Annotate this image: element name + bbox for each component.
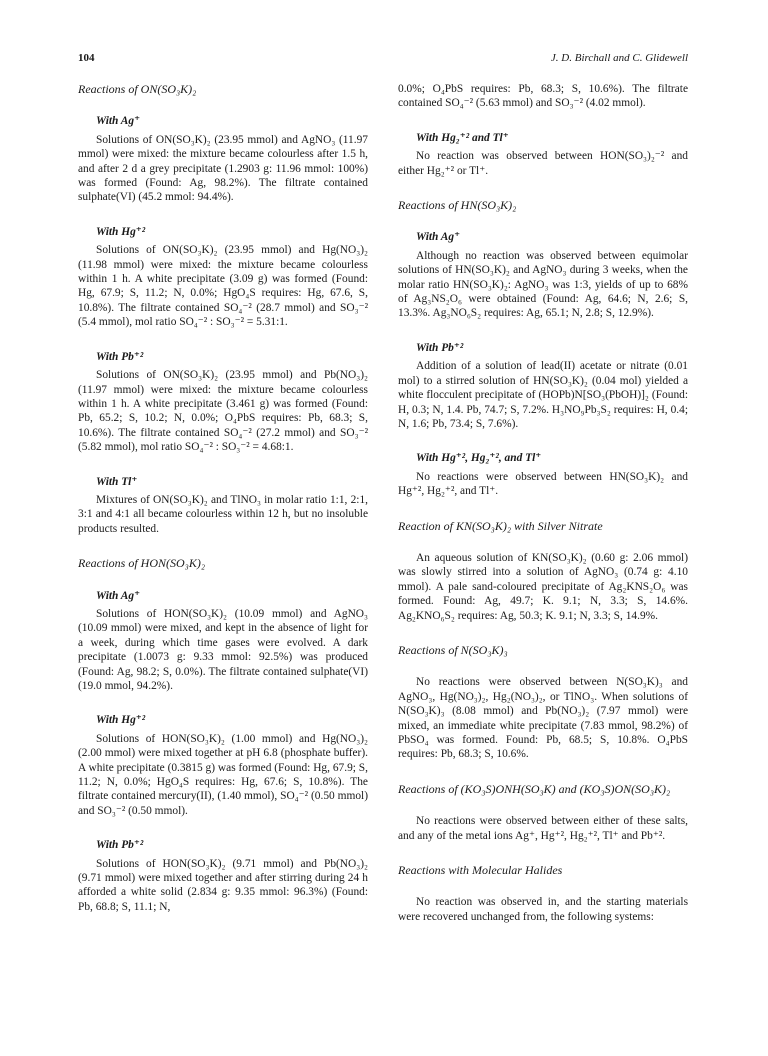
subsection-heading: With Hg⁺²: [96, 714, 146, 727]
paragraph: No reaction was observed in, and the starting materials were recovered unchanged from, the following systems:: [398, 896, 688, 923]
left-column: [78, 82, 368, 934]
subsection: [78, 350, 368, 455]
page-number: 104: [78, 52, 95, 64]
subsection: [398, 131, 688, 178]
paragraph: An aqueous solution of KN(SO₃K)₂ (0.60 g: 2.06 mmol) was slowly stirred into a solution of AgNO₃ (0.74 g: 4.10 mmol). A pale sand-coloured precipitate of Ag₂KNS₂O₆ was formed. Found: Ag, 49.7; K. 9.1; N, 3.3; S, 14.6%. Ag₂KNO₆S₂ requires: Ag, 50.3; K. 9.1; N, 3.3; S, 14.9%.: [398, 551, 688, 622]
subsection-heading: With Ag⁺: [96, 589, 141, 602]
paragraph: No reactions were observed between either of these salts, and any of the metal ions Ag⁺, Hg⁺², Hg₂⁺², Tl⁺ and Pb⁺².: [398, 815, 688, 842]
paragraph: 0.0%; O₄PbS requires: Pb, 68.3; S, 10.6%). The filtrate contained SO₄⁻² (5.63 mmol) and SO₃⁻² (4.02 mmol).: [398, 83, 688, 110]
paragraph: Solutions of ON(SO₃K)₂ (23.95 mmol) and Pb(NO₃)₂ (11.97 mmol) were mixed: the mixture became colourless within 1 h. A white precipitate (3.461 g) was formed (Found: Pb, 65.2; S, 10.2; N, 0.0%; O₄PbS requires: Pb, 68.3; S, 10.6%). The filtrate contained SO₄⁻² (27.2 mmol) and SO₃⁻² (5.82 mmol), mol ratio SO₄⁻² : SO₃⁻² = 4.68:1.: [78, 369, 368, 454]
paragraph: Solutions of ON(SO₃K)₂ (23.95 mmol) and AgNO₃ (11.97 mmol) were mixed: the mixture became colourless after 1.5 h, and after 2 d a grey precipitate (1.2903 g: 11.96 mmol: 100%) was formed (Found: Ag, 98.2%). The filtrate contained sulphate(VI) (45.2 mmol: 94.4%).: [78, 133, 368, 204]
subsection-heading: With Ag⁺: [416, 231, 461, 244]
subsection: [78, 475, 368, 537]
subsection-heading: With Hg⁺², Hg₂⁺², and Tl⁺: [416, 452, 542, 465]
text-block: [398, 551, 688, 623]
paragraph: Although no reaction was observed between equimolar solutions of HN(SO₃K)₂ and AgNO₃ during 3 weeks, when the molar ratio HN(SO₃K)₂: AgNO₃ was 1:3, yields of up to 68% of Ag₃NS₂O₆ were obtained (Found: Ag, 64.6; N, 2.6; S, 13.3%. Ag₃NO₆S₂ requires: Ag, 65.1; N, 2.8; S, 12.9%).: [398, 249, 688, 320]
subsection-heading: With Pb⁺²: [416, 341, 464, 354]
text-block: [398, 675, 688, 761]
subsection-heading: With Pb⁺²: [96, 839, 144, 852]
subsection-heading: With Tl⁺: [96, 475, 138, 488]
paragraph: No reactions were observed between N(SO₃K)₃ and AgNO₃, Hg(NO₃)₂, Hg₂(NO₃)₂, or TlNO₃. When solutions of N(SO₃K)₃ (8.08 mmol) and Pb(NO₃)₂ (7.97 mmol) were mixed, an immediate white precipitate (7.83 mmol, 98.2%) of PbSO₄ was formed. Found: Pb, 68.5; S, 10.8%. O₄PbS requires: Pb, 68.3; S, 10.6%.: [398, 676, 688, 761]
section-heading: Reactions of (KO₃S)ONH(SO₃K) and (KO₃S)ON(SO₃K)₂: [398, 781, 671, 796]
section-heading: Reactions of HON(SO₃K)₂: [78, 556, 205, 571]
text-block: [398, 814, 688, 843]
paragraph: No reaction was observed between HON(SO₃)₂⁻² and either Hg₂⁺² or Tl⁺.: [398, 150, 688, 177]
subsection-heading: With Ag⁺: [96, 115, 141, 128]
paragraph: Addition of a solution of lead(II) acetate or nitrate (0.01 mol) to a stirred solution of HN(SO₃K)₂ (0.04 mol) yielded a white flocculent precipitate of (HOPb)N[SO₃(PbOH)]₂ (Found: H, 0.3; N, 1.4. Pb, 74.7; S, 7.2%. H₃NO₉Pb₃S₂ requires: H, 0.4; N, 1.6; Pb, 73.4; S, 7.6%).: [398, 360, 688, 430]
subsection: [398, 451, 688, 498]
subsection: [398, 230, 688, 320]
paragraph: Solutions of HON(SO₃K)₂ (10.09 mmol) and AgNO₃ (10.09 mmol) were mixed, and kept in the absence of light for a week, during which time gases were evolved. A dark precipitate (1.0073 g: 9.33 mmol: 92.5%) was produced (Found: Ag, 98.2; S, 0.0%). The filtrate contained sulphate(VI) (19.0 mmol, 94.2%).: [78, 607, 368, 692]
paragraph: No reactions were observed between HN(SO₃K)₂ and Hg⁺², Hg₂⁺², and Tl⁺.: [398, 470, 688, 498]
subsection-heading: With Hg₂⁺² and Tl⁺: [416, 131, 509, 144]
paragraph: Mixtures of ON(SO₃K)₂ and TlNO₃ in molar ratio 1:1, 2:1, 3:1 and 4:1 all became colourless within 12 h, but no insoluble products resulted.: [78, 493, 368, 535]
subsection-heading: With Pb⁺²: [96, 350, 144, 363]
subsection: [78, 225, 368, 330]
subsection-heading: With Hg⁺²: [96, 225, 146, 238]
paragraph: Solutions of HON(SO₃K)₂ (9.71 mmol) and Pb(NO₃)₂ (9.71 mmol) were mixed together and after stirring during 24 h afforded a white solid (2.834 g: 9.35 mmol: 96.3%) (Found: Pb, 68.8; S, 11.1; N,: [78, 857, 368, 913]
running-head: J. D. Birchall and C. Glidewell: [550, 52, 688, 64]
text-block: [398, 82, 688, 111]
paragraph: Solutions of HON(SO₃K)₂ (1.00 mmol) and Hg(NO₃)₂ (2.00 mmol) were mixed together at pH 6.8 (phosphate buffer). A white precipitate (0.3815 g) was formed (Found: Hg, 67.9; S, 11.2; N, 0.0%; HgO₄S requires: Hg, 67.6; S, 10.8%). The filtrate contained mercury(II), (1.40 mmol), SO₄⁻² (0.50 mmol) and SO₃⁻² (0.50 mmol).: [78, 732, 368, 817]
section-heading: Reaction of KN(SO₃K)₂ with Silver Nitrate: [398, 518, 603, 533]
section-heading: Reactions of N(SO₃K)₃: [398, 642, 508, 657]
right-column: [398, 82, 688, 944]
section-heading: Reactions of HN(SO₃K)₂: [398, 198, 517, 213]
subsection: [78, 114, 368, 204]
section-heading: Reactions with Molecular Halides: [398, 863, 563, 878]
subsection: [78, 589, 368, 694]
subsection: [78, 838, 368, 914]
text-block: [398, 895, 688, 924]
paragraph: Solutions of ON(SO₃K)₂ (23.95 mmol) and Hg(NO₃)₂ (11.98 mmol) were mixed: the mixture became colourless within 1 h. A white precipitate (3.09 g) was formed (Found: Hg, 67.9; S, 11.2; N, 0.0%; HgO₄S requires: Hg, 67.6, S, 10.8%). The filtrate contained SO₄⁻² (28.7 mmol) and SO₃⁻² (5.4 mmol), mol ratio SO₄⁻² : SO₃⁻² = 5.31:1.: [78, 244, 368, 329]
section-heading: Reactions of ON(SO₃K)₂: [78, 82, 197, 96]
subsection: [398, 341, 688, 431]
subsection: [78, 713, 368, 818]
